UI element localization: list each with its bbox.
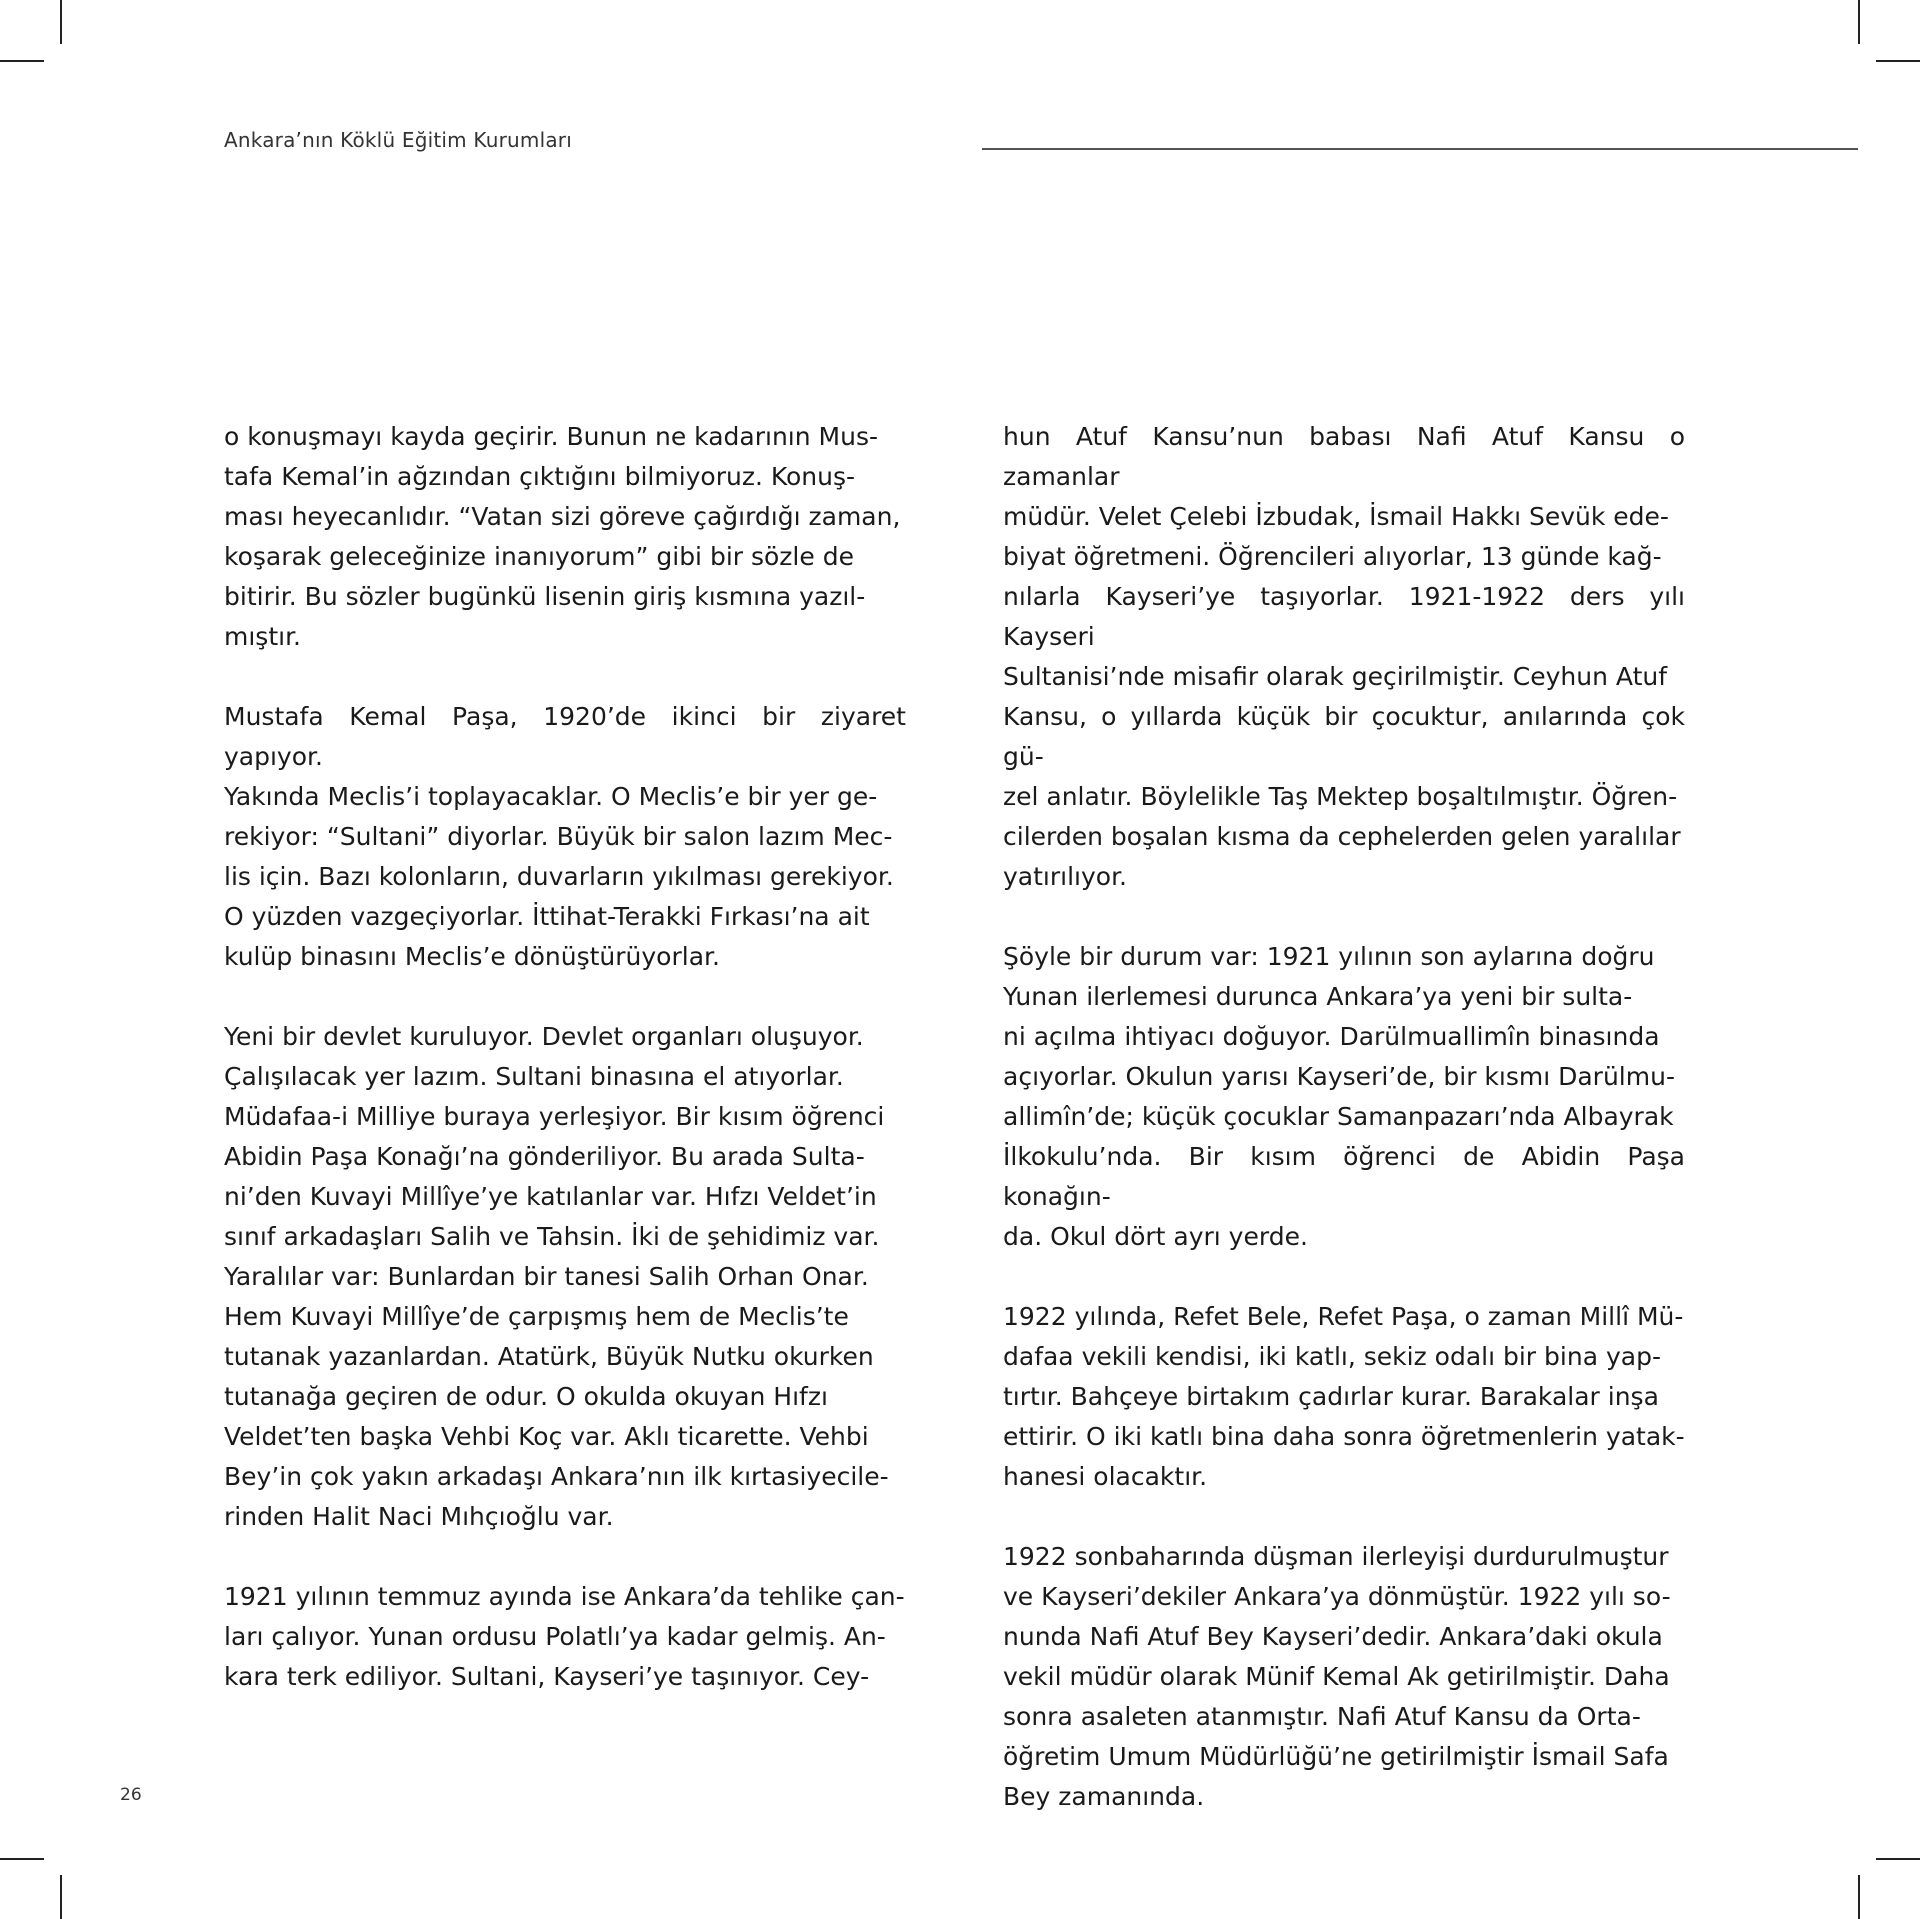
crop-mark-top-left-horizontal: [0, 60, 44, 62]
crop-mark-bottom-left-vertical: [60, 1875, 62, 1919]
left-column: [224, 417, 906, 1737]
paragraph: Mustafa Kemal Paşa, 1920’de ikinci bir ziyaret yapıyor. Yakında Meclis’i toplayacaklar. O Meclis’e bir yer ge- rekiyor: “Sultani” diyorlar. Büyük bir salon lazım Mec- lis için. Bazı kolonların, duvarların yıkılması gerekiyor. O yüzden vazgeçiyorlar. İttihat-Terakki Fırkası’na ait kulüp binasını Meclis’e dönüştürüyorlar.: [224, 702, 906, 971]
paragraph: hun Atuf Kansu’nun babası Nafi Atuf Kansu o zamanlar müdür. Velet Çelebi İzbudak, İsmail Hakkı Sevük ede- biyat öğretmeni. Öğrencileri alıyorlar, 13 günde kağ- nılarla Kayseri’ye taşıyorlar. 1921-1922 ders yılı Kayseri Sultanisi’nde misafir olarak geçirilmiştir. Ceyhun Atuf Kansu, o yıllarda küçük bir çocuktur, anılarında çok gü- zel anlatır. Böylelikle Taş Mektep boşaltılmıştır. Öğren- cilerden boşalan kısma da cephelerden gelen yaralılar yatırılıyor.: [1003, 422, 1685, 891]
crop-mark-bottom-right-horizontal: [1876, 1858, 1920, 1860]
crop-mark-bottom-right-vertical: [1858, 1875, 1860, 1919]
crop-mark-top-right-horizontal: [1876, 60, 1920, 62]
paragraph: o konuşmayı kayda geçirir. Bunun ne kadarının Mus- tafa Kemal’in ağzından çıktığını bilmiyoruz. Konuş- ması heyecanlıdır. “Vatan sizi göreve çağırdığı zaman, koşarak geleceğinize inanıyorum” gibi bir sözle de bitirir. Bu sözler bugünkü lisenin giriş kısmına yazıl- mıştır.: [224, 422, 901, 651]
paragraph: 1922 yılında, Refet Bele, Refet Paşa, o zaman Millî Mü- dafaa vekili kendisi, iki katlı, sekiz odalı bir bina yap- tırtır. Bahçeye birtakım çadırlar kurar. Barakalar inşa ettirir. O iki katlı bina daha sonra öğretmenlerin yatak- hanesi olacaktır.: [1003, 1302, 1685, 1491]
crop-mark-top-right-vertical: [1858, 0, 1860, 44]
paragraph: 1921 yılının temmuz ayında ise Ankara’da tehlike çan- ları çalıyor. Yunan ordusu Polatlı’ya kadar gelmiş. An- kara terk ediliyor. Sultani, Kayseri’ye taşınıyor. Cey-: [224, 1582, 905, 1691]
paragraph: Şöyle bir durum var: 1921 yılının son aylarına doğru Yunan ilerlemesi durunca Ankara’ya yeni bir sulta- ni açılma ihtiyacı doğuyor. Darülmuallimîn binasında açıyorlar. Okulun yarısı Kayseri’de, bir kısmı Darülmu- allimîn’de; küçük çocuklar Samanpazarı’nda Albayrak İlkokulu’nda. Bir kısım öğrenci de Abidin Paşa konağın- da. Okul dört ayrı yerde.: [1003, 942, 1685, 1251]
right-column: [1003, 417, 1685, 1857]
page-number: 26: [120, 1785, 142, 1805]
paragraph: 1922 sonbaharında düşman ilerleyişi durdurulmuştur ve Kayseri’dekiler Ankara’ya dönmüştür. 1922 yılı so- nunda Nafi Atuf Bey Kayseri’dedir. Ankara’daki okula vekil müdür olarak Münif Kemal Ak getirilmiştir. Daha sonra asaleten atanmıştır. Nafi Atuf Kansu da Orta- öğretim Umum Müdürlüğü’ne getirilmiştir İsmail Safa Bey zamanında.: [1003, 1542, 1671, 1811]
paragraph: Yeni bir devlet kuruluyor. Devlet organları oluşuyor. Çalışılacak yer lazım. Sultani binasına el atıyorlar. Müdafaa-i Milliye buraya yerleşiyor. Bir kısım öğrenci Abidin Paşa Konağı’na gönderiliyor. Bu arada Sulta- ni’den Kuvayi Millîye’ye katılanlar var. Hıfzı Veldet’in sınıf arkadaşları Salih ve Tahsin. İki de şehidimiz var. Yaralılar var: Bunlardan bir tanesi Salih Orhan Onar. Hem Kuvayi Millîye’de çarpışmış hem de Meclis’te tutanak yazanlardan. Atatürk, Büyük Nutku okurken tutanağa geçiren de odur. O okulda okuyan Hıfzı Veldet’ten başka Vehbi Koç var. Aklı ticarette. Vehbi Bey’in çok yakın arkadaşı Ankara’nın ilk kırtasiyecile- rinden Halit Naci Mıhçıoğlu var.: [224, 1022, 889, 1531]
running-title: Ankara’nın Köklü Eğitim Kurumları: [224, 128, 572, 152]
crop-mark-bottom-left-horizontal: [0, 1858, 44, 1860]
header-rule: [982, 148, 1858, 150]
crop-mark-top-left-vertical: [60, 0, 62, 44]
